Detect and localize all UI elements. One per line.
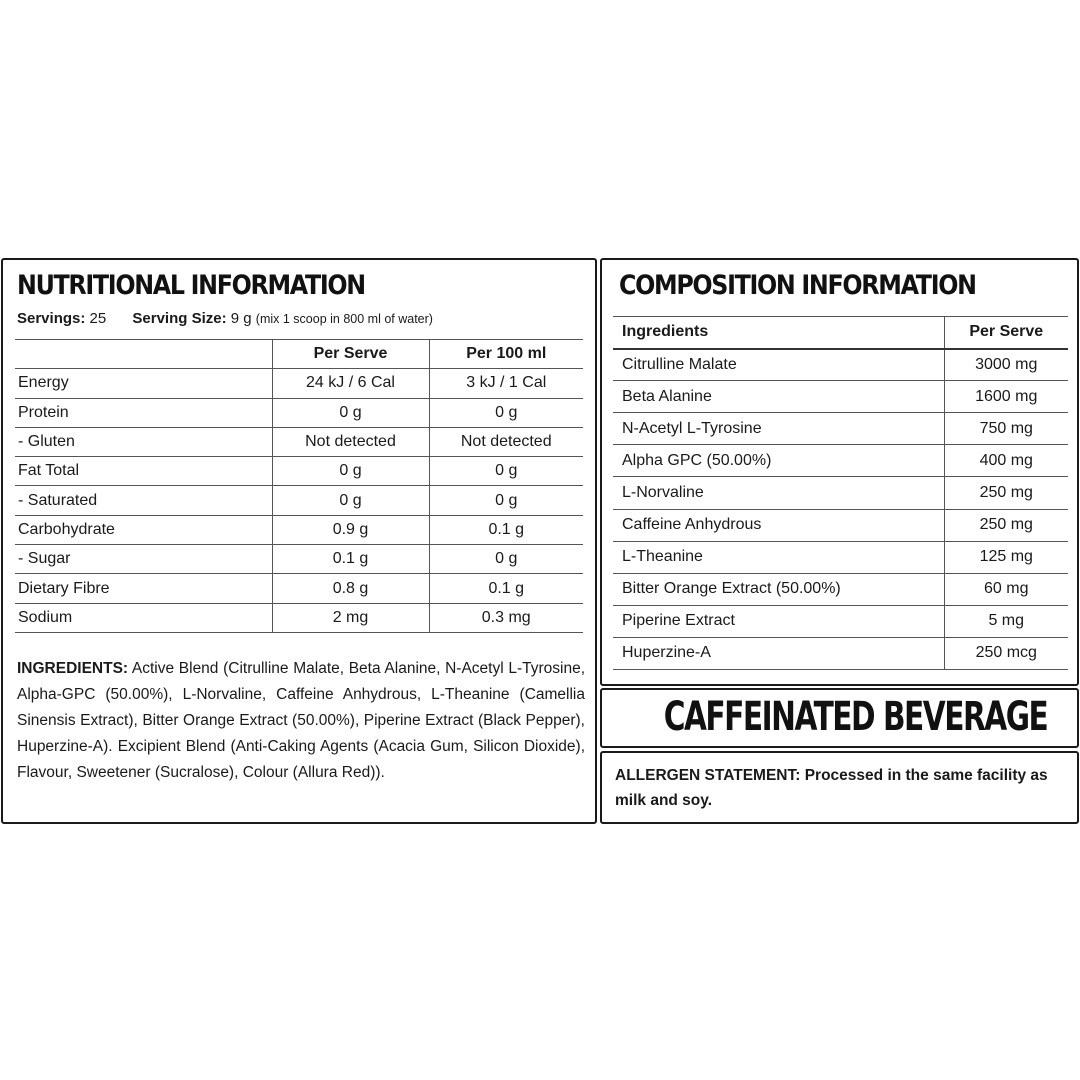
per-100ml-value: 3 kJ / 1 Cal [429,369,583,398]
table-row [613,477,1068,509]
ingredients-text: Active Blend (Citrulline Malate, Beta Alanine, N-Acetyl L-Tyrosine, Alpha-GPC (50.00%), L-Norvaline, Caffeine Anhydrous, L-Theanine (Camellia Sinensis Extract), Bitter Orange Extract (50.00%), Piperine Extract (Black Pepper), Huperzine-A). Excipient Blend (Anti-Caking Agents (Acacia Gum, Silicon Dioxide), Flavour, Sweetener (Sucralose), Colour (Allura Red)). [17,660,585,781]
table-row [15,574,583,603]
table-row [613,541,1068,573]
per-100ml-value: 0.3 mg [429,603,583,632]
per-100ml-value: 0 g [429,545,583,574]
table-row [15,515,583,544]
ingredient-name: Citrulline Malate [613,349,944,381]
table-row [15,545,583,574]
nutrient-name: Fat Total [15,457,272,486]
per-serve-value: 0.8 g [272,574,429,603]
ingredient-amount: 250 mg [944,509,1068,541]
table-row [613,605,1068,637]
ingredient-name: N-Acetyl L-Tyrosine [613,413,944,445]
nutrient-name: Dietary Fibre [15,574,272,603]
allergen-statement: ALLERGEN STATEMENT: Processed in the same facility as milk and soy. [615,767,1048,809]
table-row [613,381,1068,413]
per-serve-value: 24 kJ / 6 Cal [272,369,429,398]
caffeinated-beverage-panel [600,688,1079,748]
table-row [613,349,1068,381]
ingredient-name: Piperine Extract [613,605,944,637]
per-100ml-value: 0.1 g [429,515,583,544]
caffeinated-beverage-warning: CAFFEINATED BEVERAGE [663,694,1048,740]
ingredient-amount: 250 mcg [944,637,1068,669]
serving-size-label: Serving Size: [132,310,227,327]
table-row [15,457,583,486]
nutritional-information-panel [1,258,597,824]
nutrient-name: - Sugar [15,545,272,574]
ingredient-name: Caffeine Anhydrous [613,509,944,541]
ingredient-amount: 250 mg [944,477,1068,509]
nutrient-name: Energy [15,369,272,398]
nutrient-name: Protein [15,398,272,427]
per-100ml-value: 0 g [429,486,583,515]
serving-size-value: 9 g [230,310,252,327]
per-100ml-value: 0.1 g [429,574,583,603]
ingredient-name: Beta Alanine [613,381,944,413]
composition-table-header [613,317,1068,349]
ingredient-amount: 400 mg [944,445,1068,477]
per-serve-value: 2 mg [272,603,429,632]
ingredients-paragraph [17,656,585,786]
nutrient-name: - Saturated [15,486,272,515]
ingredient-amount: 1600 mg [944,381,1068,413]
ingredient-amount: 125 mg [944,541,1068,573]
ingredient-amount: 5 mg [944,605,1068,637]
ingredient-name: Alpha GPC (50.00%) [613,445,944,477]
table-row [15,398,583,427]
composition-title: COMPOSITION INFORMATION [619,270,976,301]
per-100ml-value: 0 g [429,398,583,427]
servings-line [17,310,433,327]
table-row [613,509,1068,541]
servings-label: Servings: [17,310,86,327]
serving-size-note: (mix 1 scoop in 800 ml of water) [255,312,433,326]
per-serve-value: 0.1 g [272,545,429,574]
ingredient-name: L-Theanine [613,541,944,573]
ingredient-name: Huperzine-A [613,637,944,669]
nutrient-name: Sodium [15,603,272,632]
nutrition-title: NUTRITIONAL INFORMATION [17,270,365,301]
nutrition-header-per-serve: Per Serve [272,340,429,369]
ingredient-name: L-Norvaline [613,477,944,509]
nutrient-name: - Gluten [15,427,272,456]
table-row [613,445,1068,477]
per-100ml-value: Not detected [429,427,583,456]
per-100ml-value: 0 g [429,457,583,486]
table-row [613,637,1068,669]
table-row [15,427,583,456]
per-serve-value: 0 g [272,486,429,515]
per-serve-value: 0.9 g [272,515,429,544]
per-serve-value: 0 g [272,398,429,427]
nutrition-header-per-100ml: Per 100 ml [429,340,583,369]
composition-header-per-serve: Per Serve [944,317,1068,349]
nutrition-table-header [15,340,583,369]
nutrient-name: Carbohydrate [15,515,272,544]
composition-header-ingredients: Ingredients [613,317,944,349]
allergen-statement-panel [600,751,1079,824]
ingredient-amount: 750 mg [944,413,1068,445]
servings-value: 25 [89,310,107,327]
ingredients-label: INGREDIENTS: [17,660,129,677]
table-row [613,413,1068,445]
ingredient-name: Bitter Orange Extract (50.00%) [613,573,944,605]
table-row [613,573,1068,605]
table-row [15,369,583,398]
table-row [15,603,583,632]
composition-table [613,316,1068,670]
ingredient-amount: 60 mg [944,573,1068,605]
nutrition-table [15,339,583,633]
nutrition-header-blank [15,340,272,369]
per-serve-value: 0 g [272,457,429,486]
ingredient-amount: 3000 mg [944,349,1068,381]
per-serve-value: Not detected [272,427,429,456]
table-row [15,486,583,515]
composition-information-panel [600,258,1079,686]
